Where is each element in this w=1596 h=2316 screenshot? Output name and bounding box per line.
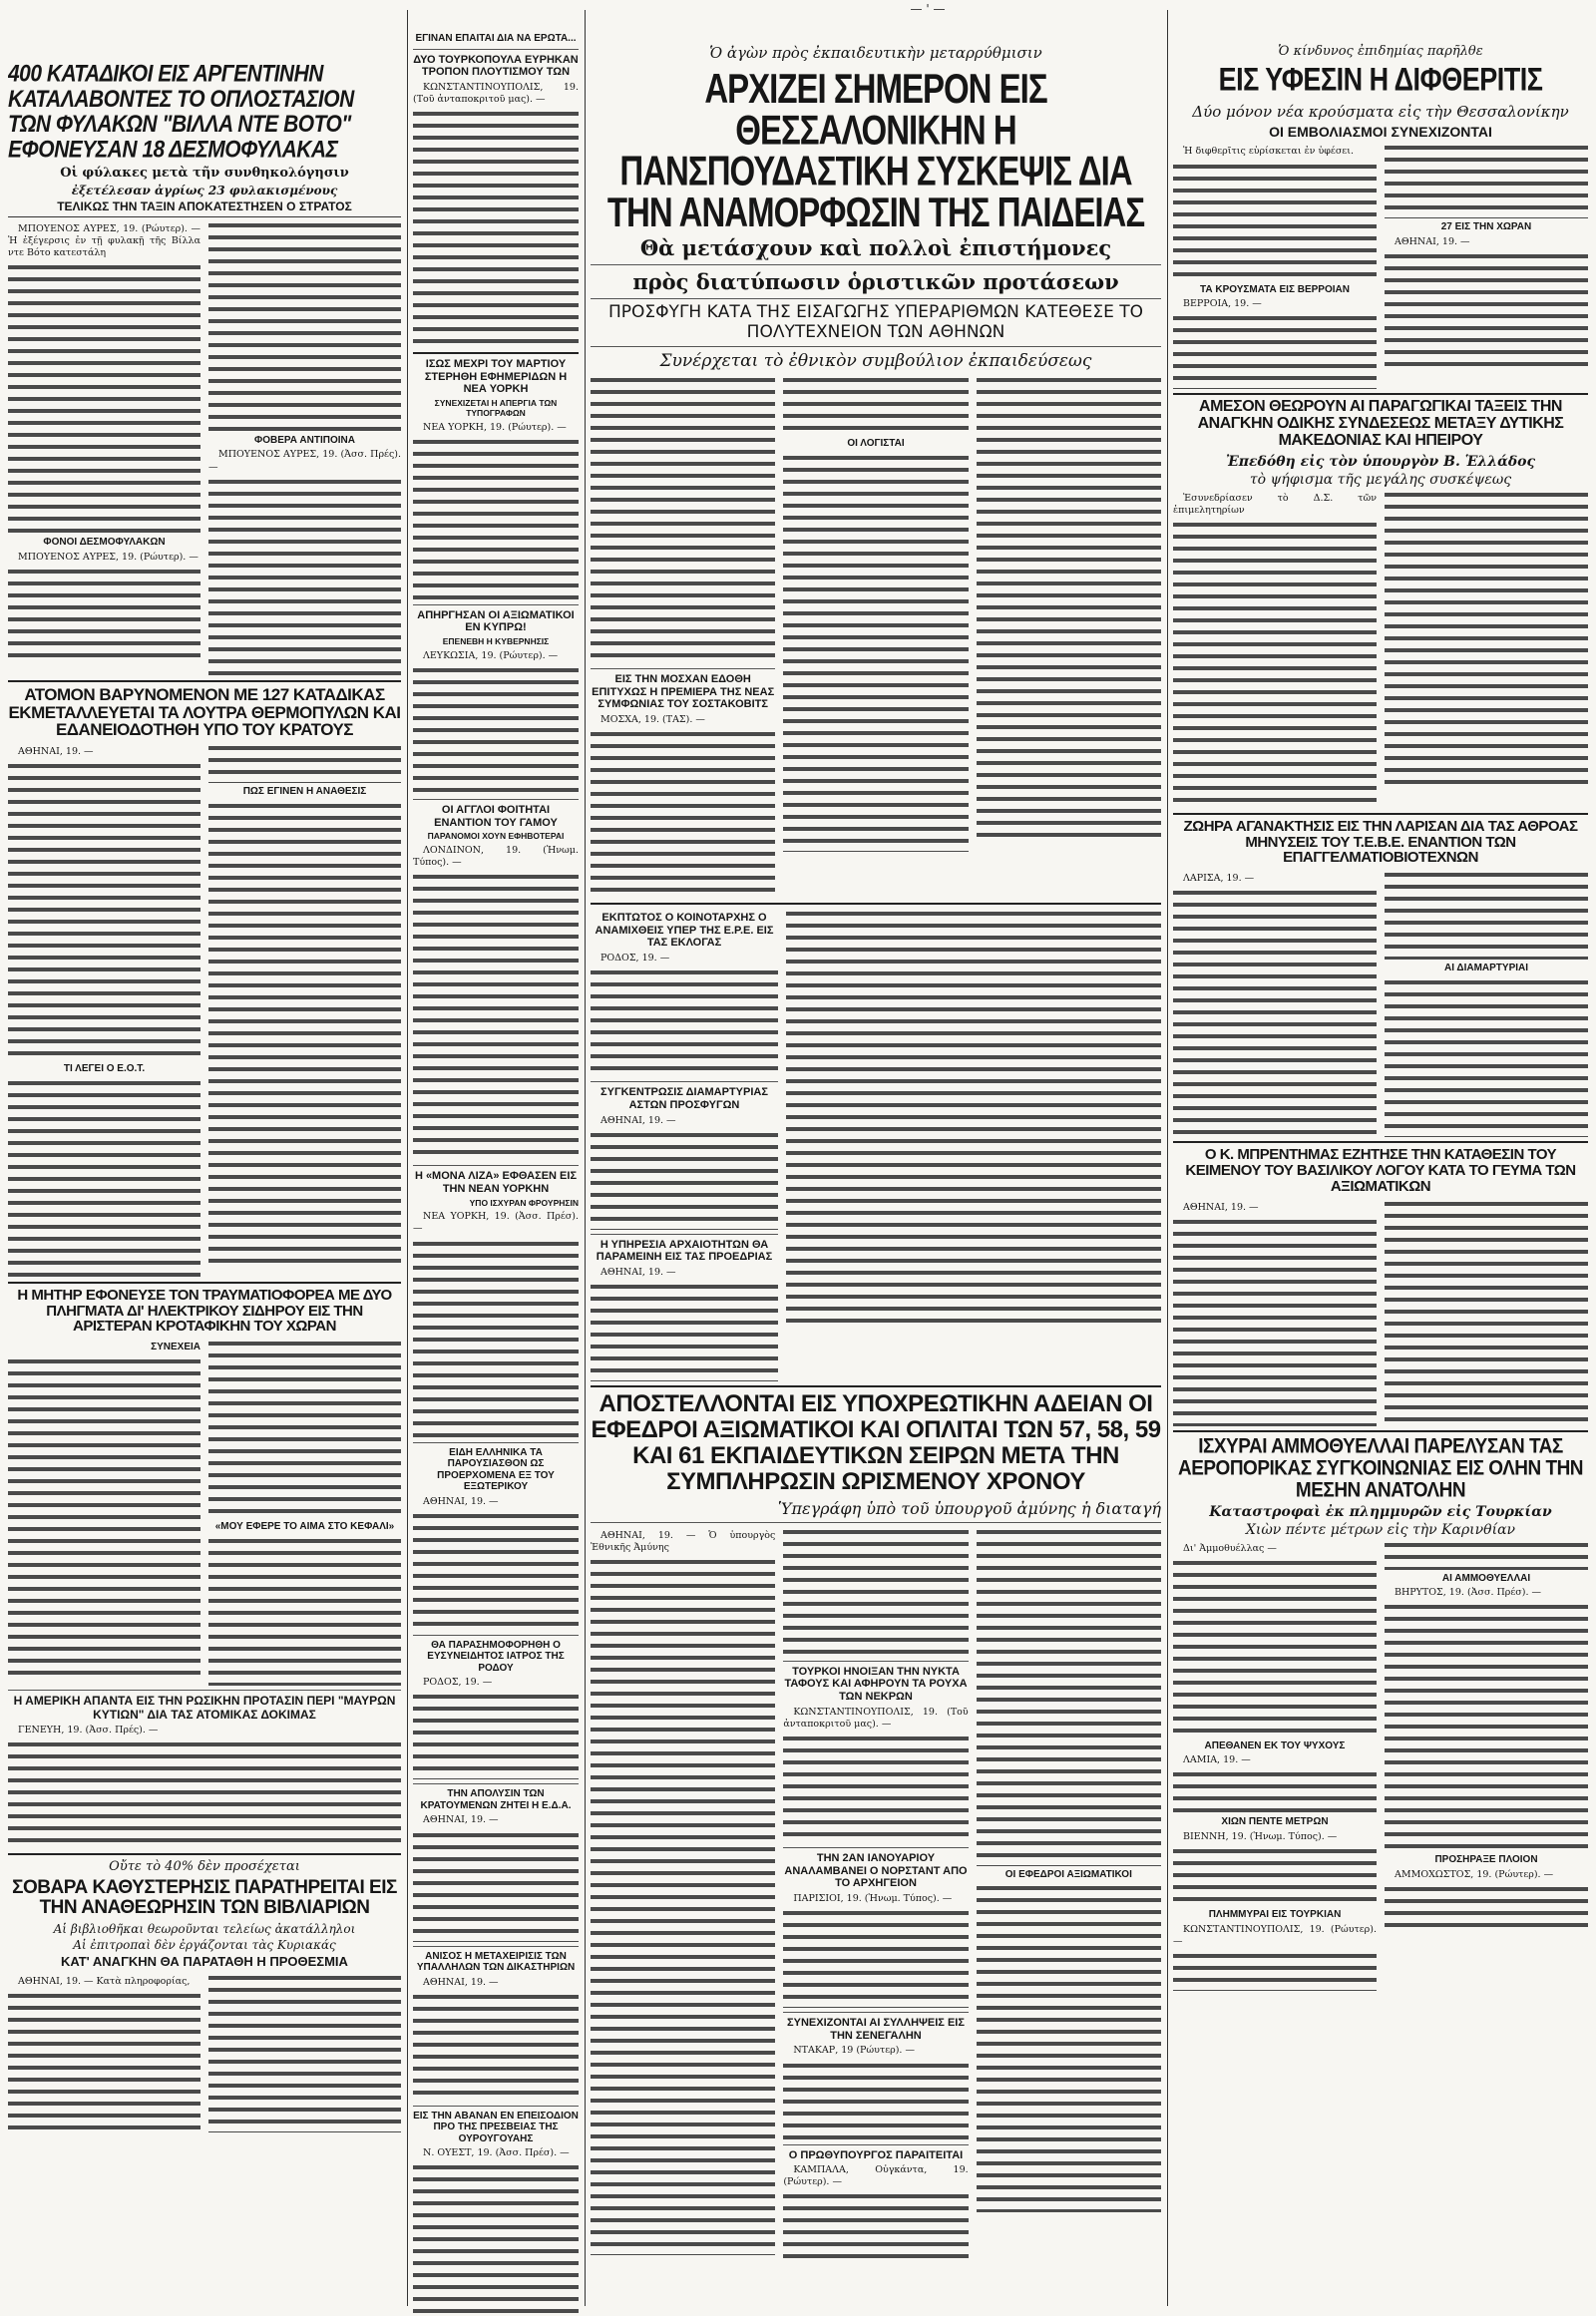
norstad-headline: ΤΗΝ 2ΑΝ ΙΑΝΟΥΑΡΙΟΥ ΑΝΑΛΑΜΒΑΝΕΙ Ο ΝΟΡΣΤΑΝΤ ΑΠΟ ΤΟ ΑΡΧΗΓΕΙΟΝ [784, 1851, 968, 1890]
divider [8, 680, 401, 682]
article-body [1385, 143, 1588, 218]
article-body [591, 967, 778, 1077]
divider [413, 352, 579, 354]
divider [783, 1661, 968, 1662]
tram-headline: Η ΜΗΤΗΡ ΕΦΟΝΕΥΣΕ ΤΟΝ ΤΡΑΥΜΑΤΙΟΦΟΡΕΑ ΜΕ ΔΥΟ ΠΛΗΓΜΑΤΑ ΔΙ' ΗΛΕΚΤΡΙΚΟΥ ΣΙΔΗΡΟΥ ΕΙΣ ΤΗΝ ΑΡΙΣΤΕΡΑΝ ΚΡΟΤΑΦΙΚΗΝ ΤΟΥ ΧΩΡΑΝ [17, 1286, 392, 1336]
havana-headline: ΕΙΣ ΤΗΝ ΑΒΑΝΑΝ ΕΝ ΕΠΕΙΣΟΔΙΟΝ ΠΡΟ ΤΗΣ ΠΡΕΣΒΕΙΑΣ ΤΗΣ ΟΥΡΟΥΓΟΥΑΗΣ [413, 2110, 579, 2144]
accountants-sub: ΟΙ ΛΟΓΙΣΤΑΙ [847, 438, 905, 450]
sandstorm-sub2: Χιὼν πέντε μέτρων εἰς τὴν Καρινθίαν [1245, 1521, 1516, 1538]
argentina-story [8, 62, 401, 676]
divider [783, 2144, 968, 2145]
divider [413, 799, 579, 800]
article-body [783, 375, 968, 435]
moscow-headline: ΕΙΣ ΤΗΝ ΜΟΣΧΑΝ ΕΔΟΘΗ ΕΠΙΤΥΧΩΣ Η ΠΡΕΜΙΕΡΑ ΤΗΣ ΝΕΑΣ ΣΥΜΦΩΝΙΑΣ ΤΟΥ ΣΟΣΤΑΚΟΒΙΤΣ [592, 673, 775, 711]
column-3 [591, 42, 1161, 2316]
brentimas-dateline: ΑΘΗΝΑΙ, 19. — [1183, 1201, 1259, 1213]
snow-dateline: ΒΙΕΝΝΗ, 19. (Ἡνωμ. Τύπος). — [1183, 1830, 1338, 1842]
divider [591, 668, 775, 669]
article-body [1385, 1602, 1588, 1851]
ship-aground-sub: ΠΡΟΣΗΡΑΞΕ ΠΛΟΙΟΝ [1434, 1854, 1538, 1866]
article-body [208, 220, 401, 432]
snow-sub: ΧΙΩΝ ΠΕΝΤΕ ΜΕΤΡΩΝ [1221, 1816, 1329, 1828]
divider [591, 346, 1161, 347]
ship-aground-dateline: ΑΜΜΟΧΩΣΤΟΣ, 19. (Ρώυτερ). — [1395, 1868, 1554, 1880]
tram-story [8, 1288, 401, 1686]
premier-headline: Ο ΠΡΩΘΥΠΟΥΡΓΟΣ ΠΑΡΑΙΤΕΙΤΑΙ [788, 2148, 964, 2161]
education-headline: ΑΡΧΙΖΕΙ ΣΗΜΕΡΟΝ ΕΙΣ ΘΕΣΣΑΛΟΝΙΚΗΝ Η ΠΑΝΣΠΟΥΔΑΣΤΙΚΗ ΣΥΣΚΕΨΙΣ ΔΙΑ ΤΗΝ ΑΝΑΜΟΡΦΩΣΙΝ ΤΗΣ ΠΑΙΔΕΙΑΣ [606, 65, 1145, 235]
havana-dateline: Ν. ΟΥΕΣΤ, 19. (Ἀσσ. Πρέσ). — [423, 2147, 570, 2159]
booklets-story [8, 1859, 401, 2132]
article-body [1385, 870, 1588, 960]
article-body [1173, 520, 1377, 809]
students-sub: ΠΑΡΑΝΟΜΟΙ ΧΟΥΝ ΕΦΗΒΟΤΕΡΑΙ [427, 831, 565, 842]
divider [783, 1847, 968, 1848]
column-2 [413, 30, 579, 2316]
article-body [1385, 251, 1588, 371]
country-cases-dateline: ΑΘΗΝΑΙ, 19. — [1395, 235, 1470, 247]
court-staff-dateline: ΑΘΗΝΑΙ, 19. — [423, 1976, 499, 1988]
diphtheria-sub1: Δύο μόνον νέα κρούσματα εἰς τὴν Θεσσαλονίκην [1192, 103, 1569, 122]
sandstorms-sub: ΑΙ ΑΜΜΟΘΥΕΛΛΑΙ [1441, 1572, 1531, 1584]
column-rule [1167, 10, 1168, 2306]
divider [591, 1234, 778, 1235]
rhodes-doctor-headline: ΘΑ ΠΑΡΑΣΗΜΟΦΟΡΗΘΗ Ο ΕΥΣΥΝΕΙΔΗΤΟΣ ΙΑΤΡΟΣ ΤΗΣ ΡΟΔΟΥ [427, 1639, 565, 1674]
guards-dateline: ΜΠΟΥΕΝΟΣ ΑΥΡΕΣ, 19. (Ρώυτερ). — [18, 551, 199, 563]
divider [8, 1282, 401, 1284]
article-body [208, 1536, 401, 1686]
article-body [591, 1557, 775, 2255]
article-body [783, 1527, 968, 1657]
eot-sub: ΤΙ ΛΕΓΕΙ Ο Ε.Ο.Τ. [63, 1063, 146, 1075]
community-head-dateline: ΡΟΔΟΣ, 19. — [600, 953, 670, 965]
column-4 [1173, 42, 1588, 2316]
beggars-kicker: ΕΓΙΝΑΝ ΕΠΑΙΤΑΙ ΔΙΑ ΝΑ ΕΡΩΤΑ... [415, 33, 577, 44]
divider [413, 1442, 579, 1443]
turkish-boys-headline: ΔΥΟ ΤΟΥΡΚΟΠΟΥΛΑ ΕΥΡΗΚΑΝ ΤΡΟΠΟΝ ΠΛΟΥΤΙΣΜΟΥ ΤΩΝ [413, 53, 579, 79]
article-body [783, 2061, 968, 2140]
guards-sub: ΦΟΝΟΙ ΔΕΣΜΟΦΥΛΑΚΩΝ [43, 537, 166, 549]
divider [1173, 813, 1588, 815]
argentina-headline: 400 ΚΑΤΑΔΙΚΟΙ ΕΙΣ ΑΡΓΕΝΤΙΝΗΝ ΚΑΤΑΛΑΒΟΝΤΕΣ ΤΟ ΟΠΛΟΣΤΑΣΙΟΝ ΤΩΝ ΦΥΛΑΚΩΝ "ΒΙΛΛΑ ΝΤΕ ΒΟΤΟ" ΕΦΟΝΕΥΣΑΝ 18 ΔΕΣΜΟΦΥΛΑΚΑΣ [8, 60, 354, 164]
blood-quote-sub: «ΜΟΥ ΕΦΕΡΕ ΤΟ ΑΙΜΑ ΣΤΟ ΚΕΦΑΛΙ» [214, 1521, 395, 1533]
assignment-sub: ΠΩΣ ΕΓΙΝΕΝ Η ΑΝΑΘΕΣΙΣ [242, 786, 367, 798]
divider [413, 1165, 579, 1166]
article-body [208, 477, 401, 676]
argentina-sub3: ΤΕΛΙΚΩΣ ΤΗΝ ΤΑΞΙΝ ΑΠΟΚΑΤΕΣΤΗΣΕΝ Ο ΣΤΡΑΤΟΣ [8, 200, 401, 217]
article-body [1173, 1769, 1377, 1813]
article-body [591, 375, 775, 664]
article-body [786, 909, 1161, 1328]
divider [413, 1946, 579, 1947]
cold-death-sub: ΑΠΕΘΑΝΕΝ ΕΚ ΤΟΥ ΨΥΧΟΥΣ [1204, 1739, 1346, 1751]
community-head-headline: ΕΚΠΤΩΤΟΣ Ο ΚΟΙΝΟΤΑΡΧΗΣ Ο ΑΝΑΜΙΧΘΕΙΣ ΥΠΕΡ ΤΗΣ Ε.Ρ.Ε. ΕΙΣ ΤΑΣ ΕΚΛΟΓΑΣ [595, 912, 774, 950]
veroia-sub: ΤΑ ΚΡΟΥΣΜΑΤΑ ΕΙΣ ΒΕΡΡΟΙΑΝ [1200, 283, 1350, 295]
road-link-sub1: Ἐπεδόθη εἰς τὸν ὑπουργὸν Β. Ἑλλάδος [1225, 453, 1536, 470]
article-body [1173, 888, 1377, 1137]
booklets-sub2: Αἱ ἐπιτροπαὶ δὲν ἐργάζονται τὰς Κυριακάς [73, 1938, 336, 1953]
article-body [208, 743, 401, 783]
article-body [1385, 490, 1588, 789]
cyprus-sub: ΕΠΕΝΕΒΗ Η ΚΥΒΕΡΝΗΣΙΣ [442, 635, 550, 646]
thermopylae-headline: ΑΤΟΜΟΝ ΒΑΡΥΝΟΜΕΝΟΝ ΜΕ 127 ΚΑΤΑΔΙΚΑΣ ΕΚΜΕΤΑΛΛΕΥΕΤΑΙ ΤΑ ΛΟΥΤΡΑ ΘΕΡΜΟΠΥΛΩΝ ΚΑΙ ΕΔΑΝΕΙΟΔΟΤΗΘΗ ΥΠΟ ΤΟΥ ΚΡΑΤΟΥΣ [8, 684, 401, 740]
article-body [413, 1511, 579, 1631]
article-body [783, 1908, 968, 2008]
divider [1173, 1141, 1588, 1143]
refugees-dateline: ΑΘΗΝΑΙ, 19. — [600, 1114, 676, 1126]
article-body [8, 1991, 200, 2130]
sandstorm-headline: ΙΣΧΥΡΑΙ ΑΜΜΟΘΥΕΛΛΑΙ ΠΑΡΕΛΥΣΑΝ ΤΑΣ ΑΕΡΟΠΟΡΙΚΑΣ ΣΥΓΚΟΙΝΩΝΙΑΣ ΕΙΣ ΟΛΗΝ ΤΗΝ ΜΕΣΗΝ ΑΝΑΤΟΛΗΝ [1177, 1434, 1584, 1502]
sandstorm-dateline: Δι' Ἀμμοθυέλλας — [1183, 1542, 1277, 1554]
booklets-kicker: Οὔτε τὸ 40% δὲν προσέχεται [109, 1859, 300, 1875]
article-body [977, 1527, 1161, 1866]
article-body [413, 1239, 579, 1438]
larisa-sub: ΑΙ ΔΙΑΜΑΡΤΥΡΙΑΙ [1443, 963, 1529, 974]
article-body [977, 1883, 1161, 2212]
article-body [413, 1992, 579, 2102]
article-body [977, 375, 1161, 844]
premier-dateline: ΚΑΜΠΑΛΑ, Οὐγκάντα, 19. (Ρώυτερ). — [783, 2164, 969, 2188]
divider [591, 1385, 1161, 1387]
article-body [8, 1739, 401, 1849]
article-body [1173, 1558, 1377, 1737]
country-cases-sub: 27 ΕΙΣ ΤΗΝ ΧΩΡΑΝ [1440, 221, 1532, 233]
diphtheria-headline: ΕΙΣ ΥΦΕΣΙΝ Η ΔΙΦΘΕΡΙΤΙΣ [1218, 61, 1543, 98]
center-ornament: — ' — [910, 2, 946, 16]
article-body [591, 729, 775, 899]
reserve-officers-headline: ΑΠΟΣΤΕΛΛΟΝΤΑΙ ΕΙΣ ΥΠΟΧΡΕΩΤΙΚΗΝ ΑΔΕΙΑΝ ΟΙ ΕΦΕΔΡΟΙ ΑΞΙΩΜΑΤΙΚΟΙ ΚΑΙ ΟΠΛΙΤΑΙ ΤΩΝ 57, 58, 59 ΚΑΙ 61 ΕΚΠΑΙΔΕΥΤΙΚΩΝ ΣΕΙΡΩΝ ΜΕΤΑ ΤΗΝ ΣΥΜΠΛΗΡΩΣΙΝ ΩΡΙΣΜΕΝΟΥ ΧΡΟΝΟΥ [591, 1390, 1161, 1495]
eda-release-dateline: ΑΘΗΝΑΙ, 19. — [423, 1814, 499, 1826]
article-body [208, 1339, 401, 1518]
larisa-headline: ΖΩΗΡΑ ΑΓΑΝΑΚΤΗΣΙΣ ΕΙΣ ΤΗΝ ΛΑΡΙΣΑΝ ΔΙΑ ΤΑΣ ΑΘΡΟΑΣ ΜΗΝΥΣΕΙΣ ΤΟΥ Τ.Ε.Β.Ε. ΕΝΑΝΤΙΟΝ ΤΩΝ ΕΠΑΓΓΕΛΜΑΤΙΟΒΙΟΤΕΧΝΩΝ [1183, 817, 1578, 867]
new-york-strike-sub: ΣΥΝΕΧΙΖΕΤΑΙ Η ΑΠΕΡΓΙΑ ΤΩΝ ΤΥΠΟΓΡΑΦΩΝ [434, 398, 558, 418]
thermopylae-story [8, 686, 401, 1278]
article-body [413, 1692, 579, 1779]
article-body [1173, 1846, 1377, 1906]
article-body [413, 2162, 579, 2316]
article-body [1385, 1884, 1588, 1928]
sandstorms-dateline: ΒΗΡΥΤΟΣ, 19. (Ἀσσ. Πρέσ). — [1395, 1587, 1542, 1599]
divider [783, 2012, 968, 2013]
article-body [8, 1078, 200, 1278]
education-sub3: ΠΡΟΣΦΥΓΗ ΚΑΤΑ ΤΗΣ ΕΙΣΑΓΩΓΗΣ ΥΠΕΡΑΡΙΘΜΩΝ ΚΑΤΕΘΕΣΕ ΤΟ ΠΟΛΥΤΕΧΝΕΙΟΝ ΤΩΝ ΑΘΗΝΩΝ [608, 302, 1143, 342]
article-body [413, 1830, 579, 1942]
article-body [8, 262, 200, 534]
reserve-officers-dateline: ΑΘΗΝΑΙ, 19. — Ὁ ὑπουργὸς Ἐθνικῆς Ἀμύνης [591, 1529, 776, 1553]
antiquities-headline: Η ΥΠΗΡΕΣΙΑ ΑΡΧΑΙΟΤΗΤΩΝ ΘΑ ΠΑΡΑΜΕΙΝΗ ΕΙΣ ΤΑΣ ΠΡΟΕΔΡΙΑΣ [596, 1238, 773, 1264]
black-box-dateline: ΓΕΝΕΥΗ, 19. (Ἀσσ. Πρές). — [18, 1725, 159, 1737]
black-box-story [8, 1695, 401, 1850]
divider [413, 1783, 579, 1784]
article-body [591, 1282, 778, 1381]
rhodes-doctor-dateline: ΡΟΔΟΣ, 19. — [423, 1677, 493, 1689]
booklets-headline: ΣΟΒΑΡΑ ΚΑΘΥΣΤΕΡΗΣΙΣ ΠΑΡΑΤΗΡΕΙΤΑΙ ΕΙΣ ΤΗΝ ΑΝΑΘΕΩΡΗΣΙΝ ΤΩΝ ΒΙΒΛΙΑΡΙΩΝ [12, 1877, 397, 1919]
column-rule [585, 10, 586, 2306]
continue-label: ΣΥΝΕΧΕΙΑ [151, 1342, 200, 1353]
court-staff-headline: ΑΝΙΣΟΣ Η ΜΕΤΑΧΕΙΡΙΣΙΣ ΤΩΝ ΥΠΑΛΛΗΛΩΝ ΤΩΝ ΔΙΚΑΣΤΗΡΙΩΝ [416, 1950, 576, 1974]
article-body [208, 801, 401, 1270]
cyprus-dateline: ΛΕΥΚΩΣΙΑ, 19. (Ρώυτερ). — [423, 649, 559, 661]
new-york-strike-headline: ΙΣΩΣ ΜΕΧΡΙ ΤΟΥ ΜΑΡΤΙΟΥ ΣΤΕΡΗΘΗ ΕΦΗΜΕΡΙΔΩΝ Η ΝΕΑ ΥΟΡΚΗ [424, 358, 568, 396]
reserve-officers-sub2: ΟΙ ΕΦΕΔΡΟΙ ΑΞΙΩΜΑΤΙΚΟΙ [1004, 1868, 1132, 1880]
senegal-headline: ΣΥΝΕΧΙΖΟΝΤΑΙ ΑΙ ΣΥΛΛΗΨΕΙΣ ΕΙΣ ΤΗΝ ΣΕΝΕΓΑΛΗΝ [787, 2017, 965, 2042]
divider [591, 298, 1161, 299]
thermopylae-dateline: ΑΘΗΝΑΙ, 19. — [18, 746, 94, 758]
refugees-headline: ΣΥΓΚΕΝΤΡΩΣΙΣ ΔΙΑΜΑΡΤΥΡΙΑΣ ΑΣΤΩΝ ΠΡΟΣΦΥΓΩΝ [600, 1086, 768, 1111]
mona-lisa-sub: ΥΠΟ ΙΣΧΥΡΑΝ ΦΡΟΥΡΗΣΙΝ [469, 1197, 579, 1208]
article-body [1385, 1540, 1588, 1570]
education-sub1: Θὰ μετάσχουν καὶ πολλοὶ ἐπιστήμονες [639, 235, 1112, 260]
students-dateline: ΛΟΝΔΙΝΟΝ, 19. (Ἡνωμ. Τύπος). — [413, 844, 579, 869]
road-link-dateline: Ἐσυνεδρίασεν τὸ Δ.Σ. τῶν ἐπιμελητηρίων [1173, 492, 1377, 516]
reprisals-dateline: ΜΠΟΥΕΝΟΣ ΑΥΡΕΣ, 19. (Ἀσσ. Πρές). — [208, 449, 401, 473]
article-body [1385, 977, 1588, 1137]
larisa-dateline: ΛΑΡΙΣΑ, 19. — [1183, 873, 1255, 885]
moscow-dateline: ΜΟΣΧΑ, 19. (ΤΑΣ). — [600, 714, 705, 726]
divider [8, 1853, 401, 1855]
diphtheria-kicker: Ὁ κίνδυνος ἐπιδημίας παρῆλθε [1278, 44, 1483, 59]
cold-death-dateline: ΛΑΜΙΑ, 19. — [1183, 1754, 1251, 1766]
divider [1173, 393, 1588, 395]
mona-lisa-headline: Η «ΜΟΝΑ ΛΙΖΑ» ΕΦΘΑΣΕΝ ΕΙΣ ΤΗΝ ΝΕΑΝ ΥΟΡΚΗΝ [414, 1170, 578, 1195]
article-body [413, 109, 579, 348]
students-headline: ΟΙ ΑΓΓΛΟΙ ΦΟΙΤΗΤΑΙ ΕΝΑΝΤΙΟΝ ΤΟΥ ΓΑΜΟΥ [434, 803, 558, 829]
article-body [1173, 162, 1377, 281]
black-box-headline: Η ΑΜΕΡΙΚΗ ΑΠΑΝΤΑ ΕΙΣ ΤΗΝ ΡΩΣΙΚΗΝ ΠΡΟΤΑΣΙΝ ΠΕΡΙ "ΜΑΥΡΩΝ ΚΥΤΙΩΝ" ΔΙΑ ΤΑΣ ΑΤΟΜΙΚΑΣ ΔΟΚΙΜΑΣ [13, 1693, 396, 1722]
article-body [591, 1130, 778, 1230]
senegal-dateline: ΝΤΑΚΑΡ, 19 (Ρώυτερ). — [793, 2045, 915, 2057]
graves-dateline: ΚΩΝΣΤΑΝΤΙΝΟΥΠΟΛΙΣ, 19. (Τοῦ ἀνταποκριτοῦ μας). — [783, 1706, 969, 1730]
divider [413, 49, 579, 50]
new-york-strike-dateline: ΝΕΑ ΥΟΡΚΗ, 19. (Ρώυτερ). — [423, 421, 567, 433]
divider [8, 1690, 401, 1691]
road-link-sub2: τὸ ψήφισμα τῆς μεγάλης συσκέψεως [1249, 471, 1512, 488]
eda-release-headline: ΤΗΝ ΑΠΟΛΥΣΙΝ ΤΩΝ ΚΡΑΤΟΥΜΕΝΩΝ ΖΗΤΕΙ Η Ε.Δ.Α. [420, 1788, 572, 1811]
veroia-dateline: ΒΕΡΡΟΙΑ, 19. — [1183, 298, 1262, 310]
divider [591, 903, 1161, 905]
article-body [413, 665, 579, 795]
column-rule [407, 10, 408, 2306]
graves-headline: ΤΟΥΡΚΟΙ ΗΝΟΙΞΑΝ ΤΗΝ ΝΥΚΤΑ ΤΑΦΟΥΣ ΚΑΙ ΑΦΗΡΟΥΝ ΤΑ ΡΟΥΧΑ ΤΩΝ ΝΕΚΡΩΝ [784, 1665, 968, 1704]
reserve-officers-sub: Ὑπεγράφη ὑπὸ τοῦ ὑπουργοῦ ἀμύνης ἡ διαταγή [777, 1498, 1161, 1518]
article-body [783, 1734, 968, 1843]
floods-sub: ΠΛΗΜΜΥΡΑΙ ΕΙΣ ΤΟΥΡΚΙΑΝ [1208, 1909, 1342, 1921]
argentina-dateline: ΜΠΟΥΕΝΟΣ ΑΥΡΕΣ, 19. (Ρώυτερ). — Ἡ ἐξέγερσις ἐν τῇ φυλακῇ τῆς Βίλλα ντε Βότο κατεστάλη [8, 222, 200, 259]
education-sub4: Συνέρχεται τὸ ἐθνικὸν συμβούλιον ἐκπαιδεύσεως [659, 351, 1092, 372]
sandstorm-sub1: Καταστροφαὶ ἐκ πλημμυρῶν εἰς Τουρκίαν [1209, 1503, 1552, 1520]
divider [591, 1522, 1161, 1523]
road-link-headline: ΑΜΕΣΟΝ ΘΕΩΡΟΥΝ ΑΙ ΠΑΡΑΓΩΓΙΚΑΙ ΤΑΞΕΙΣ ΤΗΝ ΑΝΑΓΚΗΝ ΟΔΙΚΗΣ ΣΥΝΔΕΣΕΩΣ ΜΕΤΑΞΥ ΔΥΤΙΚΗΣ ΜΑΚΕΔΟΝΙΑΣ ΚΑΙ ΗΠΕΙΡΟΥ [1197, 398, 1564, 449]
article-body [1385, 1199, 1588, 1422]
education-kicker: Ὁ ἀγὼν πρὸς ἐκπαιδευτικὴν μεταρρύθμισιν [709, 44, 1042, 62]
divider [591, 264, 1161, 265]
article-body [783, 453, 968, 852]
column-1 [8, 58, 401, 2316]
article-body [413, 437, 579, 600]
diphtheria-dateline: Ἡ διφθερῖτις εὑρίσκεται ἐν ὑφέσει. [1183, 146, 1354, 158]
education-sub2: πρὸς διατύπωσιν ὁριστικῶν προτάσεων [632, 269, 1119, 294]
reprisals-sub: ΦΟΒΕΡΑ ΑΝΤΙΠΟΙΝΑ [254, 434, 355, 446]
booklets-sub3: ΚΑΤ' ΑΝΑΓΚΗΝ ΘΑ ΠΑΡΑΤΑΘΗ Η ΠΡΟΘΕΣΜΙΑ [61, 1954, 348, 1970]
reserve-officers-story [591, 1391, 1161, 2261]
antiquities-dateline: ΑΘΗΝΑΙ, 19. — [600, 1266, 676, 1278]
turkish-boys-dateline: ΚΩΝΣΤΑΝΤΙΝΟΥΠΟΛΙΣ, 19. (Τοῦ ἀνταποκριτοῦ μας). — [413, 81, 579, 105]
booklets-sub1: Αἱ βιβλιοθῆκαι θεωροῦνται τελείως ἀκατάλληλοι [53, 1922, 356, 1937]
divider [413, 604, 579, 605]
divider [413, 1635, 579, 1636]
greek-goods-dateline: ΑΘΗΝΑΙ, 19. — [423, 1495, 499, 1507]
divider [1173, 1430, 1588, 1432]
article-body [8, 761, 200, 1060]
article-body [413, 872, 579, 1161]
article-body [8, 1356, 200, 1676]
brentimas-headline: Ο Κ. ΜΠΡΕΝΤΗΜΑΣ ΕΖΗΤΗΣΕ ΤΗΝ ΚΑΤΑΘΕΣΙΝ ΤΟΥ ΚΕΙΜΕΝΟΥ ΤΟΥ ΒΑΣΙΛΙΚΟΥ ΛΟΓΟΥ ΚΑΤΑ ΤΟ ΓΕΥΜΑ ΤΩΝ ΑΞΙΩΜΑΤΙΚΩΝ [1185, 1146, 1576, 1195]
article-body [1173, 313, 1377, 389]
booklets-dateline: ΑΘΗΝΑΙ, 19. — Κατὰ πληροφορίας, [18, 1976, 191, 1988]
divider [591, 1081, 778, 1082]
cyprus-headline: ΑΠΗΡΓΗΣΑΝ ΟΙ ΑΞΙΩΜΑΤΙΚΟΙ ΕΝ ΚΥΠΡΩ! [417, 608, 575, 634]
floods-dateline: ΚΩΝΣΤΑΝΤΙΝΟΥΠΟΛΙΣ, 19. (Ρώυτερ). — [1173, 1923, 1377, 1947]
article-body [1173, 1217, 1377, 1426]
article-body [1173, 1951, 1377, 1991]
argentina-sub2: ἐξετέλεσαν ἀγρίως 23 φυλακισμένους [71, 184, 338, 198]
article-body [8, 567, 200, 662]
divider [413, 2106, 579, 2107]
diphtheria-sub2: ΟΙ ΕΜΒΟΛΙΑΣΜΟΙ ΣΥΝΕΧΙΖΟΝΤΑΙ [1269, 124, 1492, 141]
greek-goods-headline: ΕΙΔΗ ΕΛΛΗΝΙΚΑ ΤΑ ΠΑΡΟΥΣΙΑΣΘΟΝ ΩΣ ΠΡΟΕΡΧΟΜΕΝΑ ΕΞ ΤΟΥ ΕΞΩΤΕΡΙΚΟΥ [437, 1446, 555, 1493]
article-body [208, 1973, 401, 2132]
norstad-dateline: ΠΑΡΙΣΙΟΙ, 19. (Ἡνωμ. Τύπος). — [793, 1892, 953, 1904]
article-body [783, 2191, 968, 2261]
argentina-sub1: Οἱ φύλακες μετὰ τῆν συνθηκολόγησιν [60, 166, 349, 182]
mona-lisa-dateline: ΝΕΑ ΥΟΡΚΗ, 19. (Ἀσσ. Πρέσ). — [413, 1211, 579, 1235]
